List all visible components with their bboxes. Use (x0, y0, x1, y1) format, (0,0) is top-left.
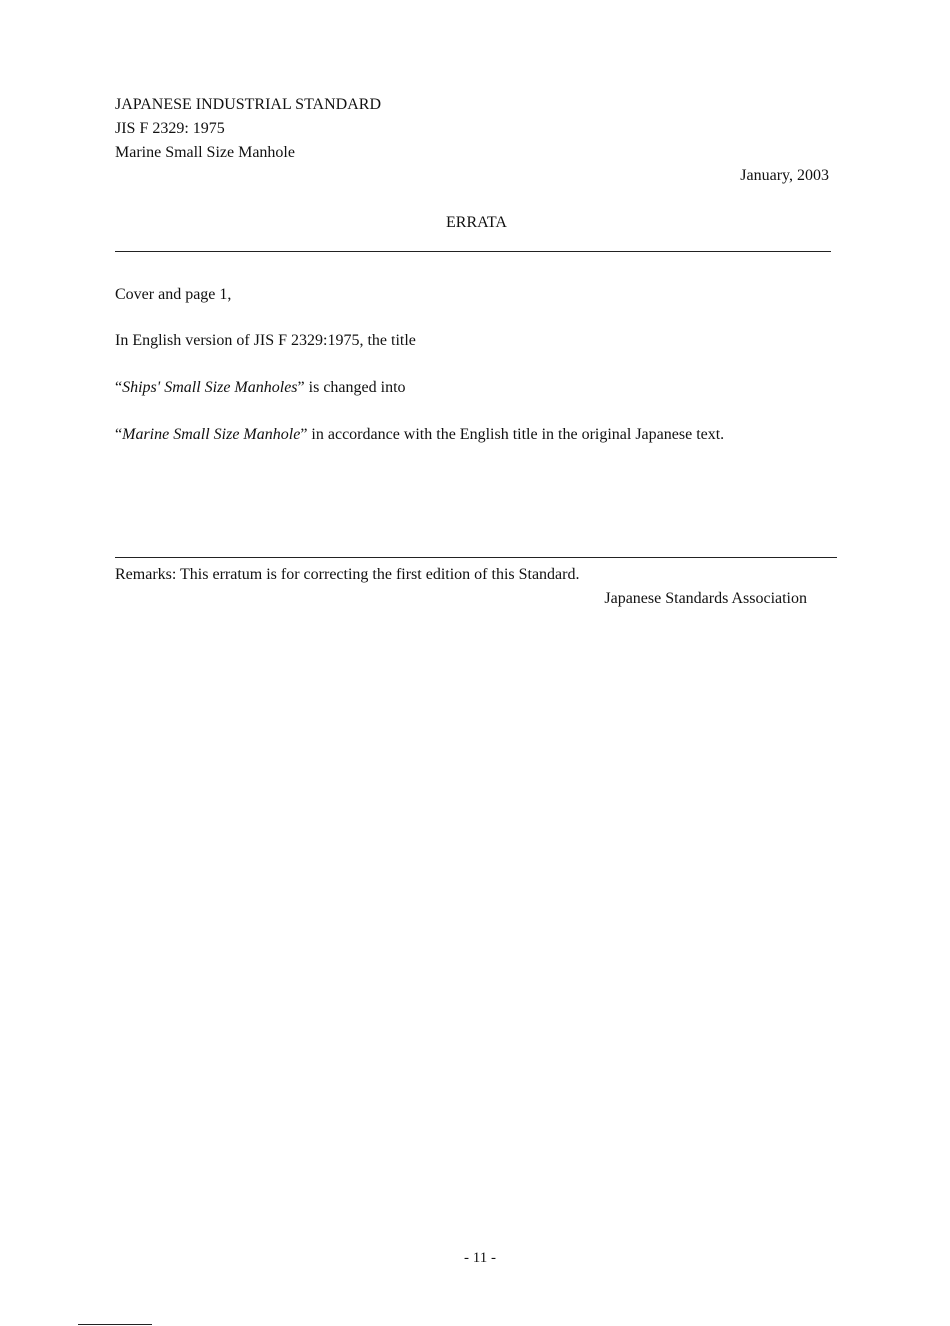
bottom-divider (115, 557, 837, 558)
new-title-paragraph (115, 423, 837, 447)
accordance-text: in accordance with the English title in the original Japanese text. (307, 426, 725, 443)
document-date: January, 2003 (740, 167, 829, 184)
header-standard-number: JIS F 2329: 1975 (115, 120, 225, 137)
quote-open: “ (115, 426, 123, 443)
publisher-name: Japanese Standards Association (604, 590, 807, 607)
header-standard-title: Marine Small Size Manhole (115, 144, 295, 161)
old-title: Ships' Small Size Manholes (122, 379, 298, 396)
errata-intro: In English version of JIS F 2329:1975, the title (115, 332, 416, 349)
old-title-line (115, 378, 406, 398)
quote-close: ” (297, 379, 305, 396)
errata-heading: ERRATA (446, 214, 507, 231)
errata-location: Cover and page 1, (115, 286, 232, 303)
quote-close: ” (300, 426, 308, 443)
header-standard-type: JAPANESE INDUSTRIAL STANDARD (115, 96, 381, 113)
changed-into-text: is changed into (304, 379, 406, 396)
new-title: Marine Small Size Manhole (122, 426, 301, 443)
remarks-text: Remarks: This erratum is for correcting the first edition of this Standard. (115, 566, 580, 583)
quote-open: “ (115, 379, 123, 396)
footer-mark (78, 1324, 152, 1325)
top-divider (115, 251, 831, 252)
page-number: - 11 - (464, 1250, 496, 1266)
